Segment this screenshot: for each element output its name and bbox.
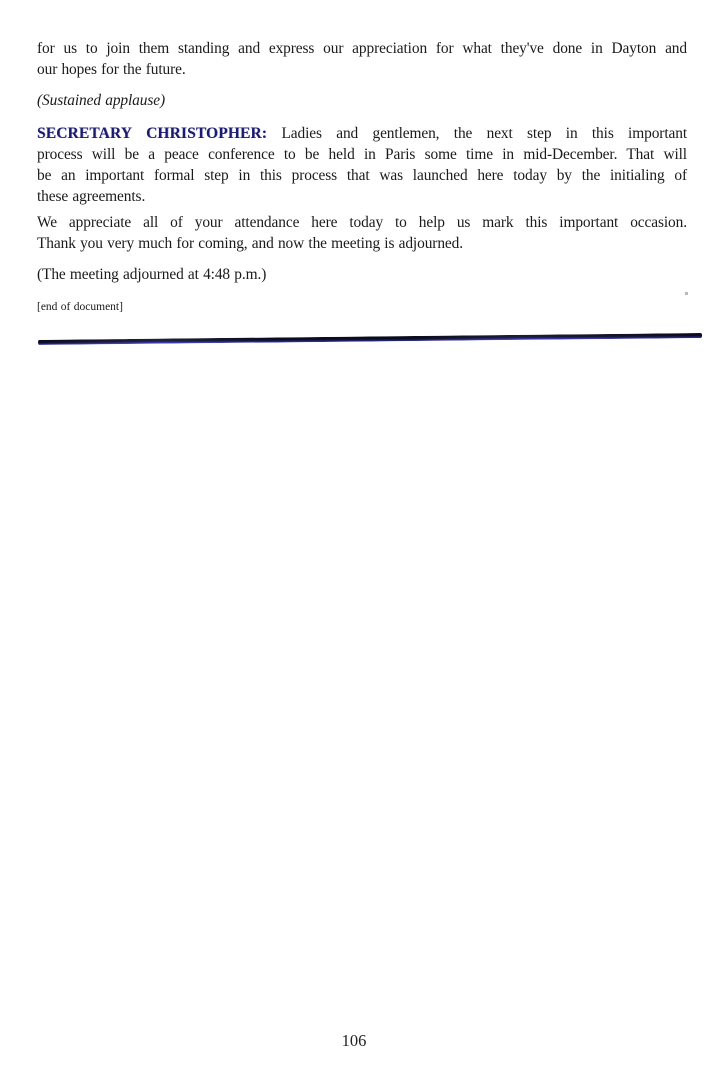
stage-direction-applause: [37, 90, 687, 111]
text-line: process will be a peace conference to be held in Paris some time in mid-December. That will: [37, 146, 687, 163]
text-line: for us to join them standing and express our appreciation for what they've done in Dayton and: [37, 40, 687, 57]
text-line: (The meeting adjourned at 4:48 p.m.): [37, 266, 267, 283]
horizontal-rule: [38, 333, 702, 345]
text-line: Thank you very much for coming, and now the meeting is adjourned.: [37, 235, 463, 252]
speech-text: Ladies and gentlemen, the next step in this important: [281, 125, 687, 142]
text-line: (Sustained applause): [37, 92, 166, 109]
text-line: be an important formal step in this process that was launched here today by the initialing of: [37, 167, 687, 184]
speaker-name: SECRETARY CHRISTOPHER:: [37, 125, 268, 142]
paragraph-intro: [37, 38, 687, 80]
end-of-document-note: [37, 297, 687, 318]
text-line: We appreciate all of your attendance here today to help us mark this important occasion.: [37, 214, 687, 231]
scan-artifact-speck: [685, 292, 688, 295]
paragraph-closing: [37, 212, 687, 254]
text-line: these agreements.: [37, 188, 146, 205]
text-line: [37, 123, 687, 144]
paragraph-secretary-christopher: [37, 123, 687, 207]
stage-direction-adjourned: [37, 264, 687, 285]
text-line: [end of document]: [37, 301, 123, 313]
text-line: our hopes for the future.: [37, 61, 186, 78]
page-number: 106: [341, 1031, 367, 1050]
